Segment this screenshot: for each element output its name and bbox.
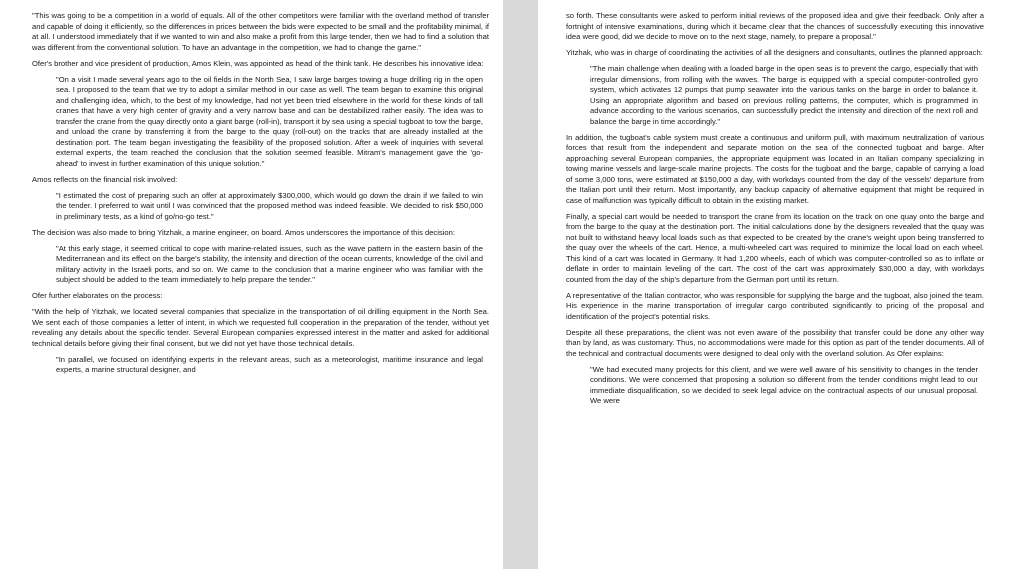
paragraph-quote-marine: "At this early stage, it seemed critical to cope with marine-related issues, such as the wave pattern in the eastern basin of the Mediterranean and its effect on the barge's stability, the intensity and direction of the ocean currents, knowledge of the civil and military activity in the Israeli ports, and so on. We came to the conclusion that a marine engineer who was familiar with the subject should be added to the team immediately to help prepare the tender." — [56, 243, 483, 284]
paragraph-quote-barge: "The main challenge when dealing with a loaded barge in the open seas is to prevent the cargo, especially that with irregular dimensions, from rolling with the waves. The barge is equipped with a special computer-controlled gyro system, which activates 12 pumps that pump seawater into the various tanks on the barge in order to balance it. Using an appropriate algorithm and based on previous rolling patterns, the computer, which is programmed in advance according to the various scenarios, can successfully predict the intensity and direction of the next roll and balance the barge in time accordingly." — [590, 64, 978, 126]
paragraph-ofer-elaborates: Ofer further elaborates on the process: — [32, 291, 163, 300]
paragraph-yitzhak-approach: Yitzhak, who was in charge of coordinating the activities of all the designers and consultants, outlines the planned approach: — [566, 48, 983, 57]
paragraph-quote-north-sea: "On a visit I made several years ago to the oil fields in the North Sea, I saw large barges towing a huge drilling rig in the open sea. I proposed to the team that we try to adopt a similar method in our case as well. The team began to examine this original and challenging idea, which, to the best of my knowledge, had not yet been tried elsewhere in the world for these kinds of tall cranes that have a very high center of gravity and a very narrow base and can be destabilized rather easily. The idea was to transfer the crane from the quay directly onto a giant barge (roll-in), transport it by sea using a special tugboat to tow the barge, and unload the crane by transferring it from the barge to the quay (roll-out) on the tracks that are already installed at the destination port. The team began investigating the feasibility of the proposed solution. After a week of inquiries with several external experts, the team reached the conclusion that the solution seemed feasible. Mitram's management gave the 'go-ahead' to invest in further examination of this unique solution." — [56, 74, 483, 168]
paragraph-yitzhak-decision: The decision was also made to bring Yitzhak, a marine engineer, on board. Amos underscores the importance of this decision: — [32, 227, 455, 237]
paragraph-cart: Finally, a special cart would be needed to transport the crane from its location on the track on one quay onto the barge and from the barge to the quay at the destination port. The initial calculations done by the designers revealed that the quay was not built to withstand heavy local loads such as that expected to be created by the crane's weight upon being transferred to the quay over the wheels of the cart. Hence, a multi-wheeled cart was required to minimize the local load on each wheel. This kind of a cart was located in Germany. It had 1,200 wheels, each of which was computer-controlled so as to inflate or deflate in order to maintain leveling of the cart. The cost of the cart was approximately $30,000 a day, with workdays counted from the day of the ship's departure from the German port until its return. — [566, 211, 984, 284]
paragraph-quote-cost: "I estimated the cost of preparing such an offer at approximately $300,000, which would go down the drain if we failed to win the tender. I preferred to wait until I was convinced that the proposed method was indeed feasible. We decided to risk $50,000 in preliminary tests, as a kind of go/no-go test." — [56, 190, 483, 221]
paragraph-quote-experts: "In parallel, we focused on identifying experts in the relevant areas, such as a meteorologist, maritime insurance and legal experts, a marine structural designer, and — [56, 354, 483, 374]
paragraph-client-unaware: Despite all these preparations, the client was not even aware of the possibility that transfer could be done any other way than by land, as was customary. Thus, no accommodations were made for this option as part of the tender documents. All of the technical and contractual documents were designed to deal only with the overland solution. As Ofer explains: — [566, 327, 984, 358]
paragraph-quote-competition: "This was going to be a competition in a world of equals. All of the other competitors were familiar with the overland method of transfer and capable of doing it efficiently, so the differences in prices between the bids were expected to be small and the profitability minimal, if at all. I understood immediately that if we wanted to win and also make a profit from this large tender, then we had to find a solution that was different from the conventional solution. To have an advantage in the competition, we had to change the game." — [32, 11, 489, 52]
paragraph-amos-intro: Ofer's brother and vice president of production, Amos Klein, was appointed as head of the think tank. He describes his innovative idea: — [32, 58, 484, 68]
paragraph-financial-risk: Amos reflects on the financial risk involved: — [32, 174, 178, 184]
document-page-right — [538, 0, 1024, 569]
paragraph-consultants: so forth. These consultants were asked to perform initial reviews of the proposed idea and give their feedback. Only after a fortnight of intensive examinations, during which it became clear that the chances of successfully executing this innovative idea were good, did we decide to move on to the next stage, namely, to prepare a proposal." — [566, 11, 984, 41]
document-page-left — [0, 0, 503, 569]
paragraph-quote-legal: "We had executed many projects for this client, and we were well aware of his sensitivity to changes in the tender conditions. We were concerned that proposing a solution so different from the tender conditions might lead to our immediate disqualification, so we decided to seek legal advice on the contractual aspects of our unusual proposal. We were — [590, 364, 978, 405]
paragraph-tugboat: In addition, the tugboat's cable system must create a continuous and uniform pull, with maximum neutralization of various forces that result from the independent and separate motion on the sea of the connected tugboat and barge. After approaching several European companies, the appropriate equipment was located in an Italian company specializing in towing marine vessels and large-scale marine projects. The costs for the tugboat and the barge, capable of carrying a load of some 3,000 tons, were estimated at $150,000 a day, with workdays counted from the day of the vessels' departure from the Italian port until their return. Most importantly, any backup capacity of alternative equipment that might be required in case of malfunction was typically difficult to obtain in the existing market. — [566, 132, 984, 205]
paragraph-quote-companies: "With the help of Yitzhak, we located several companies that specialize in the transportation of oil drilling equipment in the North Sea. We sent each of those companies a letter of intent, in which we requested full cooperation in the preparation of the tender, without yet revealing any details about the specific tender. Several European companies expressed interest in the matter and asked for additional technical details before giving their final consent, but we did not yet have those technical details. — [32, 307, 489, 348]
paragraph-italian-contractor: A representative of the Italian contractor, who was responsible for supplying the barge and the tugboat, also joined the team. His experience in the marine transportation of irregular cargo contributed significantly to pricing of the proposal and identification of the project's potential risks. — [566, 290, 984, 321]
